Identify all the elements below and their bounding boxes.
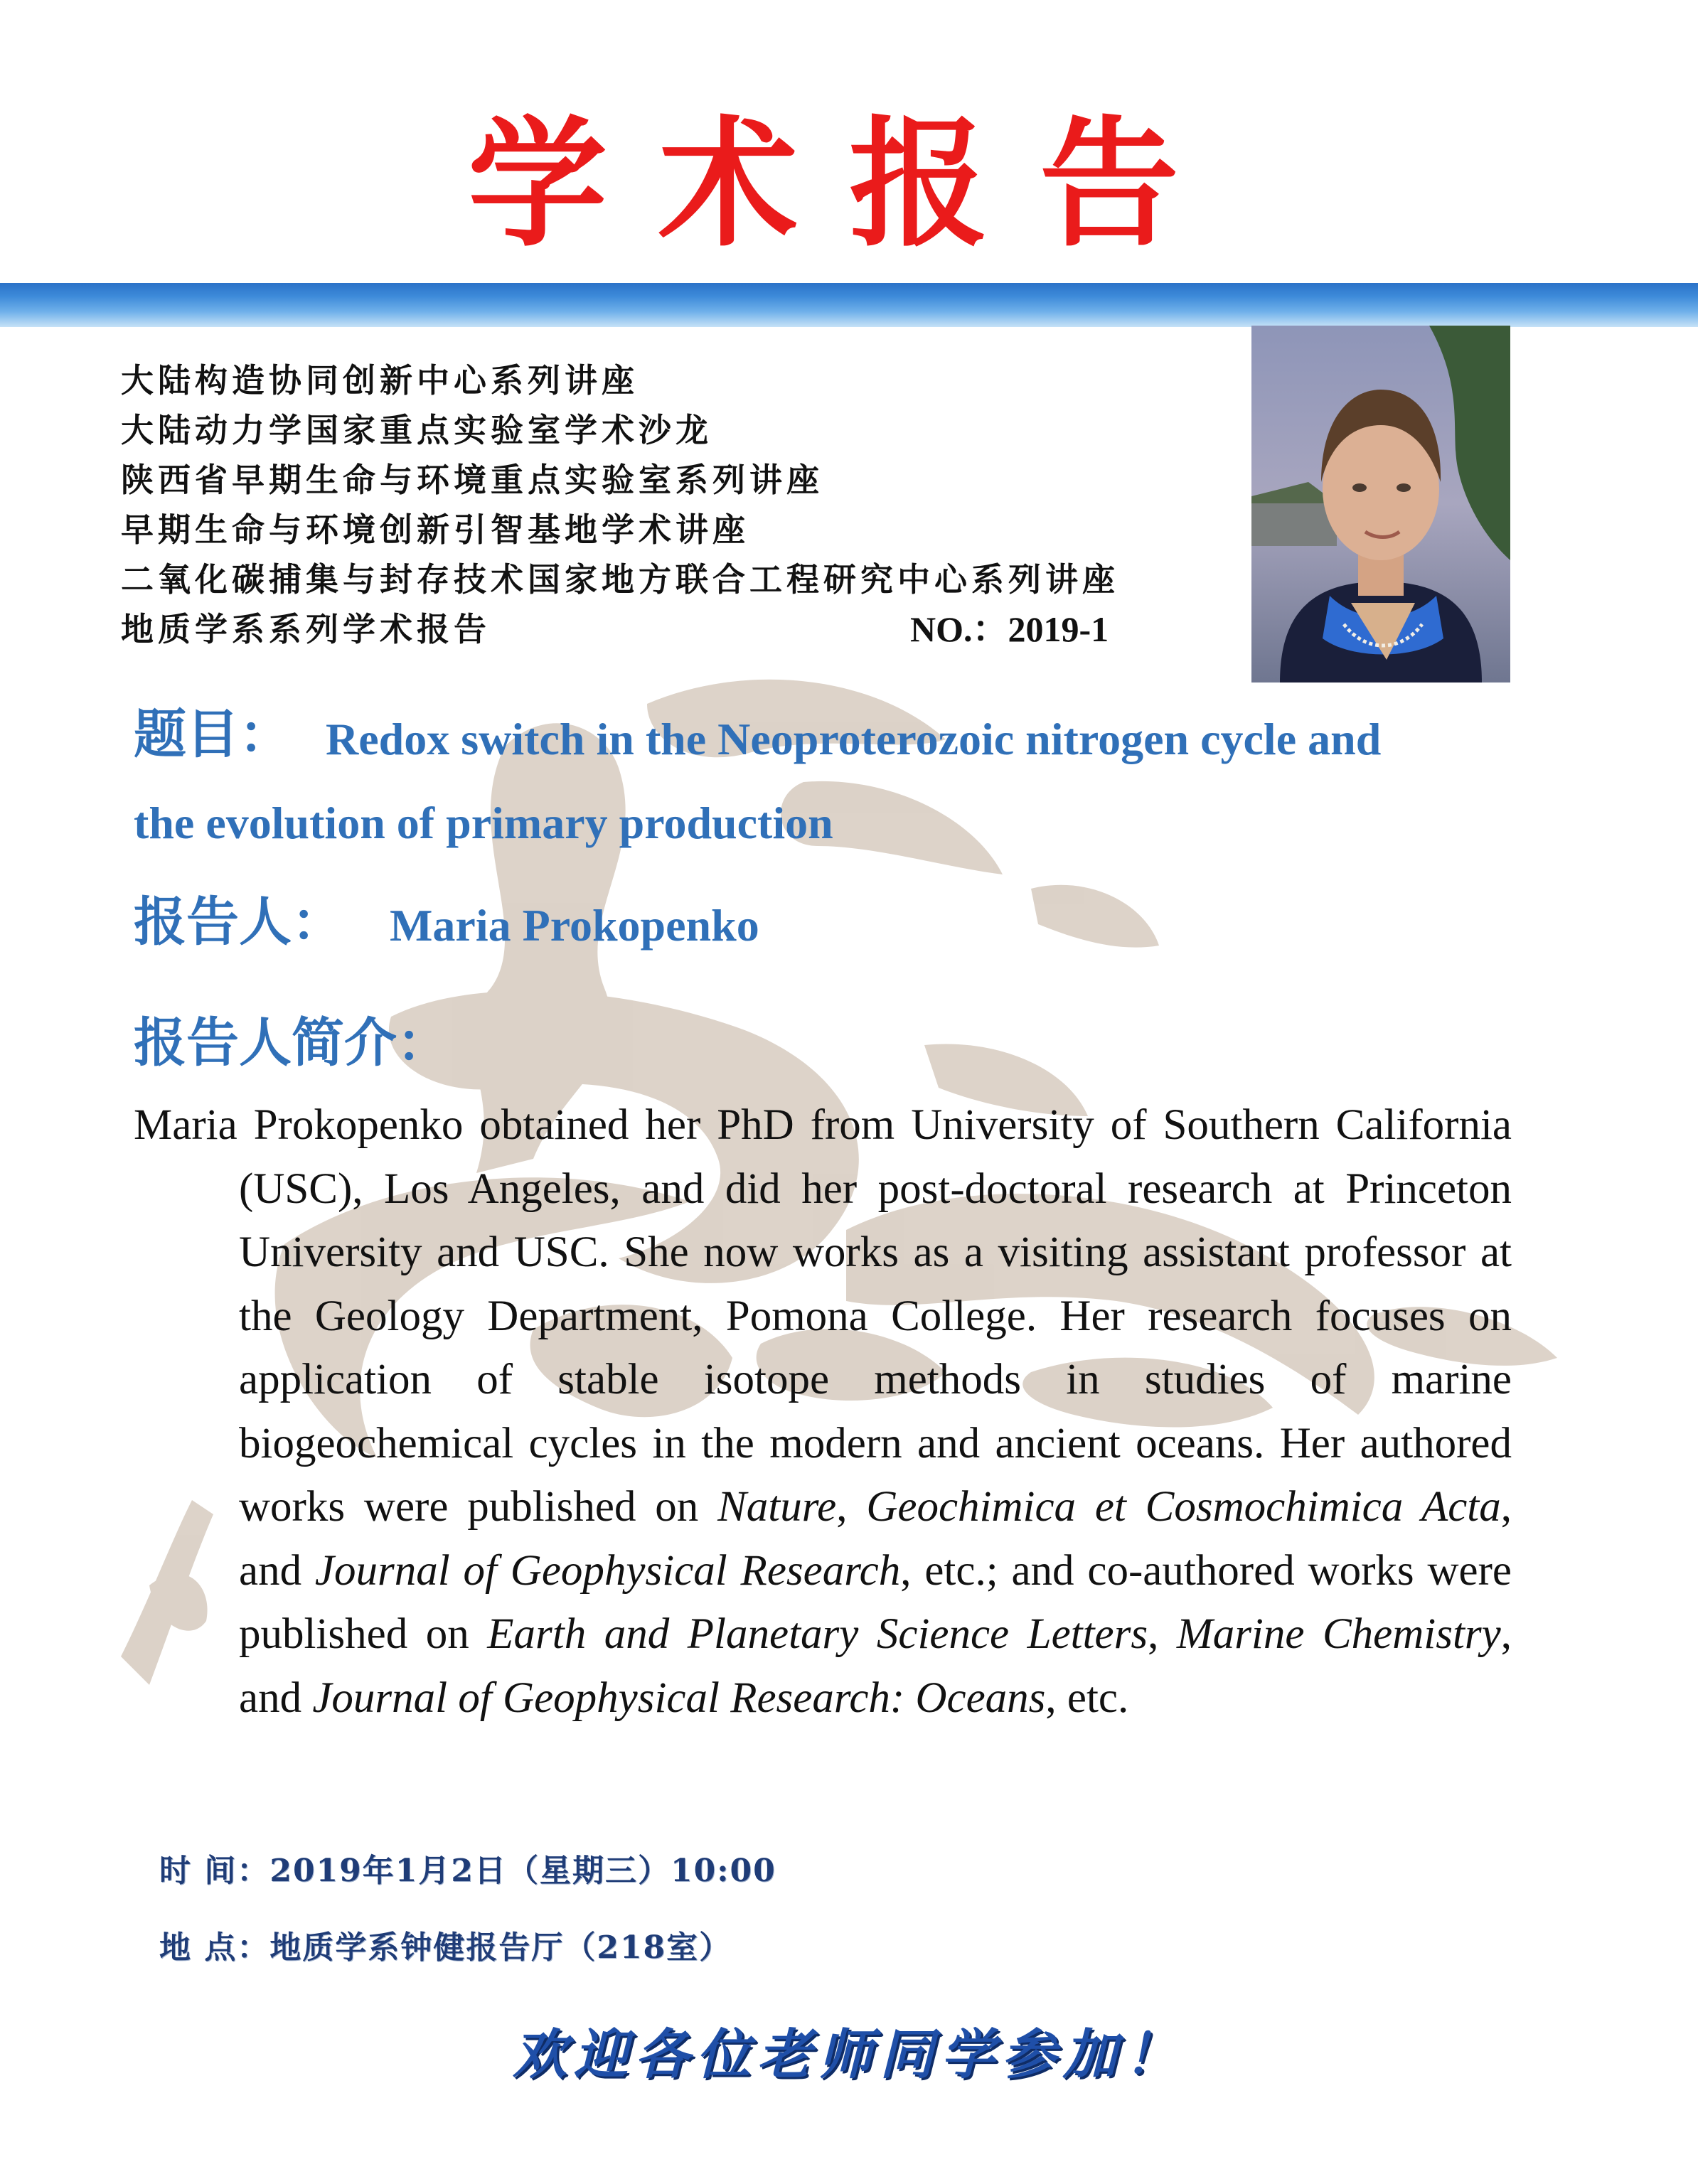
place-label: 地 点： <box>159 1929 270 1966</box>
time-value: 2019年1月2日（星期三）10:00 <box>269 1853 776 1889</box>
speaker-photo <box>1251 326 1510 682</box>
topic-label: 题目： <box>134 704 292 765</box>
time-label: 时 间： <box>159 1853 270 1889</box>
bio-label: 报告人简介： <box>134 1012 449 1074</box>
page-title: 学术报告 <box>467 104 1230 266</box>
bio-text: , <box>1148 1610 1177 1658</box>
header-band <box>0 283 1698 327</box>
bio-text: Maria Prokopenko obtained her PhD from University of Southern California (USC), Los Angeles, and did her post-doctoral research at Princeton University and USC. She now works as a visiting assistant professor at the Geology Department, Pomona College. Her research focuses on application of stable isotope methods in studies of marine biogeochemical cycles in the modern and ancient oceans. Her authored works were published on <box>134 1101 1512 1531</box>
place-row <box>159 1925 732 1971</box>
series-line: 陕西省早期生命与环境重点实验室系列讲座 <box>121 461 823 499</box>
topic-title-line-1: Redox switch in the Neoproterozoic nitrogen cycle and <box>326 714 1382 764</box>
time-row <box>159 1848 776 1894</box>
series-line: 地质学系系列学术报告 <box>121 610 491 648</box>
journal-name: Journal of Geophysical Research: Oceans <box>312 1674 1046 1722</box>
journal-name: Nature <box>717 1483 837 1531</box>
place-value: 地质学系钟健报告厅（218室） <box>269 1929 732 1966</box>
series-line: 大陆构造协同创新中心系列讲座 <box>121 361 639 400</box>
lecture-series-list <box>121 355 1230 654</box>
speaker-name: Maria Prokopenko <box>390 900 759 951</box>
journal-name: Geochimica et Cosmochimica Acta <box>866 1483 1501 1531</box>
series-line: 二氧化碳捕集与封存技术国家地方联合工程研究中心系列讲座 <box>121 560 1119 599</box>
series-line: 早期生命与环境创新引智基地学术讲座 <box>121 510 749 549</box>
bio-text: , etc.; and co-authored works were published on <box>239 1546 1512 1658</box>
journal-name: Marine Chemistry <box>1176 1610 1501 1658</box>
bio-text: , and <box>239 1483 1512 1595</box>
journal-name: Journal of Geophysical Research <box>314 1546 901 1595</box>
bio-text: , <box>836 1483 867 1531</box>
welcome-message: 欢迎各位老师同学参加！ <box>513 2023 1185 2086</box>
topic-title-line-2: the evolution of primary production <box>134 798 833 848</box>
speaker-label: 报告人： <box>134 892 344 953</box>
journal-name: Earth and Planetary Science Letters <box>487 1610 1148 1658</box>
bio-text: , and <box>239 1610 1512 1722</box>
bio-text: , etc. <box>1045 1674 1129 1722</box>
speaker-bio <box>134 1093 1512 1730</box>
report-number: NO.：2019-1 <box>910 609 1109 649</box>
series-line: 大陆动力学国家重点实验室学术沙龙 <box>121 411 712 449</box>
